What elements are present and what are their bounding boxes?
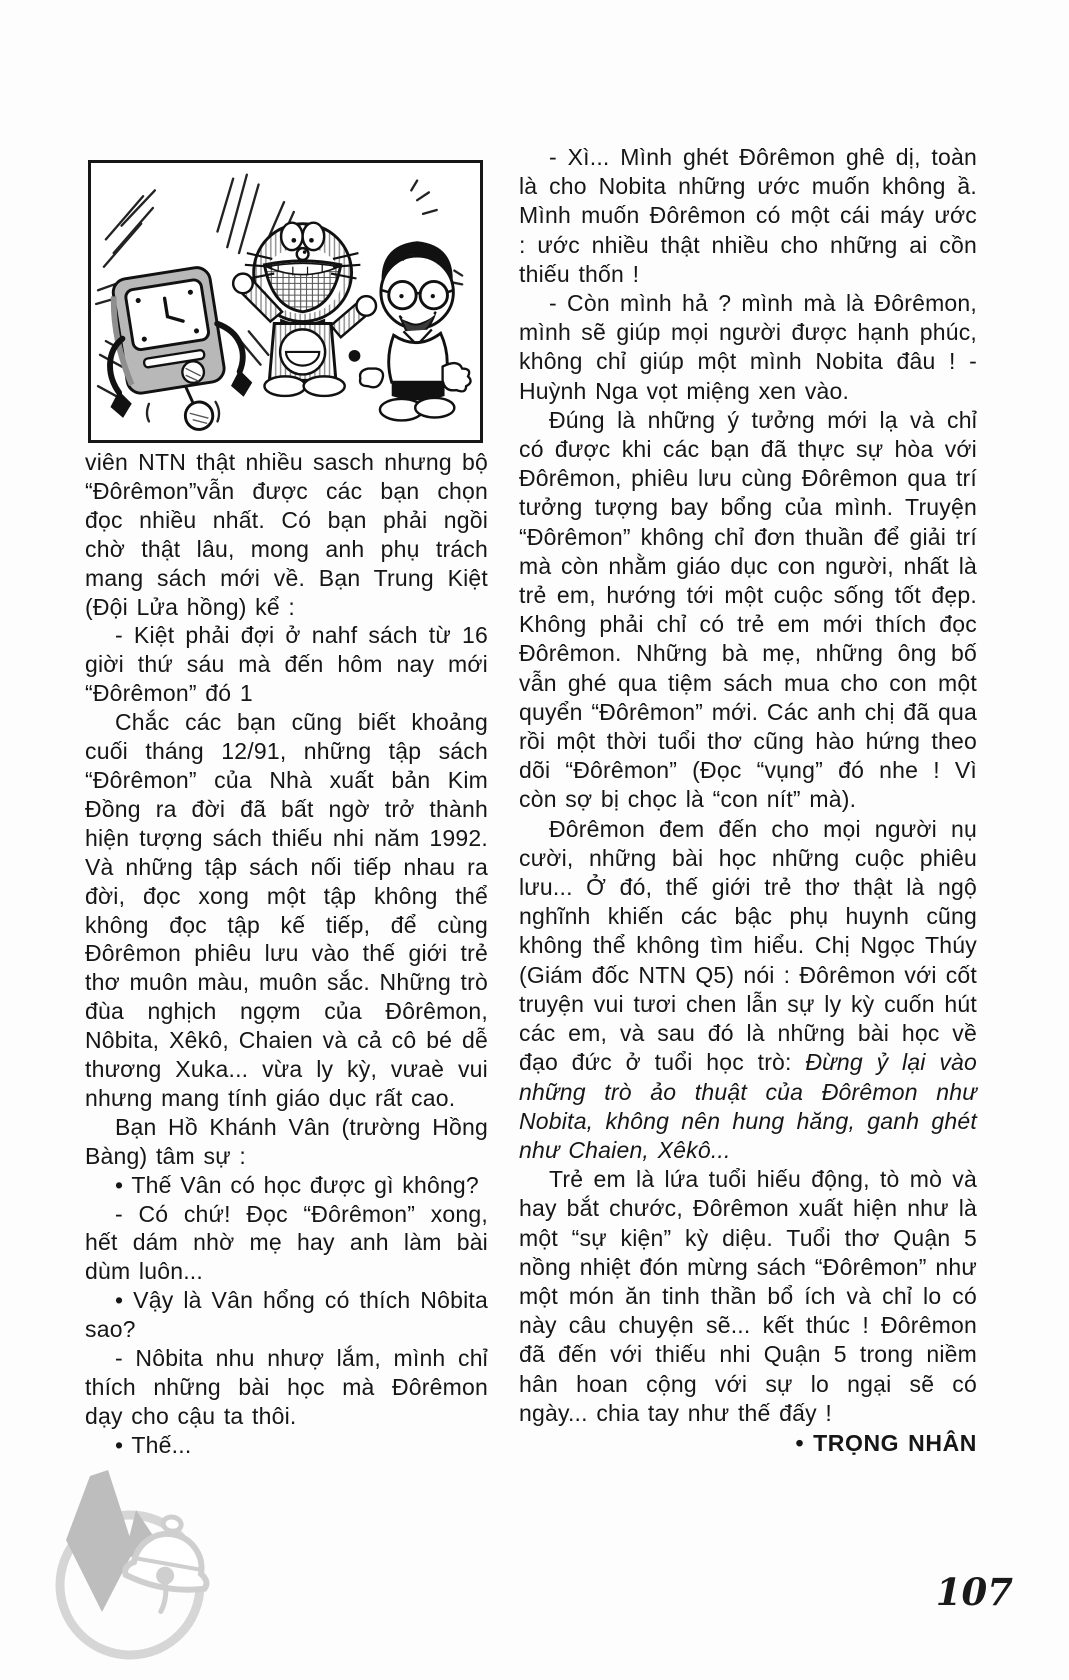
paragraph-italic-quote: Đừng ỷ lại vào những trò ảo thuật của Đôrêmon như Nobita, không nên hung hăng, ganh ghét như Chaien, Xêkô... xyxy=(519,1049,978,1163)
paragraph: Trẻ em là lứa tuổi hiếu động, tò mò và hay bắt chước, Đôrêmon xuất hiện như là một “sự kiện” kỳ diệu. Tuổi thơ Quận 5 nồng nhiệt đón mừng sách “Đôrêmon” như một món ăn tinh thần bổ ích và chỉ lo có này câu chuyện sẽ... kết thúc ! Đôrêmon đã đến với thiếu nhi Quận 5 trong niềm hân hoan cộng với sự lo ngại sẽ có ngày... chia tay như thế đấy ! xyxy=(519,1166,977,1426)
paragraph: Chắc các bạn cũng biết khoảng cuối tháng 12/91, những tập sách “Đôrêmon” của Nhà xuất bản Kim Đồng ra đời đã bất ngờ trở thành hiện tượng sách thiếu nhi năm 1992. Và những tập sách nối tiếp nhau ra đời, đọc xong một tập không thể không đọc tập kế tiếp, để cùng Đôrêmon phiêu lưu vào thế giới trẻ thơ muôn màu, muôn sắc. Những trò đùa nghịch ngợm của Đôrêmon, Nôbita, Xêkô, Chaien và cả cô bé dễ thương Xuka... vừa ly kỳ, vưaè vui nhưng mang tính giáo dục rất cao. xyxy=(85,709,488,1111)
paragraph xyxy=(519,815,977,1165)
paragraph: • Vậy là Vân hổng có thích Nôbita sao? xyxy=(85,1287,488,1343)
paragraph: - Kiệt phải đợi ở nahf sách từ 16 giời thứ sáu mà đến hôm nay mới “Đôrêmon” đó 1 xyxy=(85,622,488,707)
paragraph: • Thế... xyxy=(115,1431,192,1458)
right-column xyxy=(519,143,977,1458)
publisher-bell-watermark xyxy=(38,1460,223,1670)
paragraph-text: Đôrêmon đem đến cho mọi người nụ cười, những bài học những cuộc phiêu lưu... Ở đó, thế giới trẻ thơ thật là ngộ nghĩnh khiến các bậc phụ huynh cũng không thể không tìm hiểu. Chị Ngọc Thúy (Giám đốc NTN Q5) nói : Đôrêmon với cốt truyện vui tươi chen lẫn sự ly kỳ cuốn hút các em, và sau đó là những bài học về đạo đức ở tuổi học trò: xyxy=(519,815,977,1076)
comic-panel xyxy=(88,160,483,443)
nobita-illustration xyxy=(360,241,471,420)
paragraph: Đúng là những ý tưởng mới lạ và chỉ có được khi các bạn đã thực sự hòa với Đôrêmon, phiêu lưu cùng Đôrêmon qua trí tưởng tượng bay bổng của mình. Truyện “Đôrêmon” không chỉ đơn thuần để giải trí mà còn nhằm giáo dục con người, nhất là trẻ em, hướng tới một cuộc sống tốt đẹp. Không phải chỉ có trẻ em mới thích đọc Đôrêmon. Những bà mẹ, những ông bố vẫn ghé qua tiệm sách mua cho con một quyển “Đôrêmon” mới. Các anh chị đã qua rồi một thời tuổi thơ cũng hào hứng theo dõi “Đôrêmon” (Đọc “vụng” đó nhe ! Vì còn sợ bị chọc là “con nít” mà). xyxy=(519,406,977,813)
paragraph: - Xì... Mình ghét Đôrêmon ghê dị, toàn là cho Nobita những ước muốn không ầ. Mình muốn Đôrêmon có một cái máy ước : ước nhiều thật nhiều cho những ai cồn thiếu thốn ! xyxy=(519,144,977,287)
author-byline: • TRỌNG NHÂN xyxy=(795,1429,977,1456)
watermark-pennant xyxy=(66,1470,134,1612)
doraemon-illustration xyxy=(233,223,376,396)
paragraph: Bạn Hồ Khánh Vân (trường Hồng Bàng) tâm sự : xyxy=(85,1113,488,1169)
left-column xyxy=(85,448,488,1460)
paragraph: - Còn mình hả ? mình mà là Đôrêmon, mình sẽ giúp mọi người được hạnh phúc, không chỉ giúp một mình Nobita đâu ! - Huỳnh Nga vọt miệng xen vào. xyxy=(519,290,977,404)
page-number: 107 xyxy=(935,1570,1013,1614)
paragraph: • Thế Vân có học được gì không? xyxy=(115,1171,479,1198)
paragraph: - Có chứ! Đọc “Đôrêmon” xong, hết dám nhờ mẹ hay anh làm bài dùm luôn... xyxy=(85,1200,488,1285)
paragraph: - Nôbita nhu nhượ lắm, mình chỉ thích những bài học mà Đôrêmon dạy cho cậu ta thôi. xyxy=(85,1345,488,1429)
paragraph: viên NTN thật nhiều sasch nhưng bộ “Đôrêmon”vẫn được các bạn chọn đọc nhiều nhất. Có bạn phải ngồi chờ thật lâu, mong anh phụ trách mang sách mới về. Bạn Trung Kiệt (Đội Lửa hồng) kể : xyxy=(85,449,488,620)
comic-panel-illustration xyxy=(91,163,480,440)
